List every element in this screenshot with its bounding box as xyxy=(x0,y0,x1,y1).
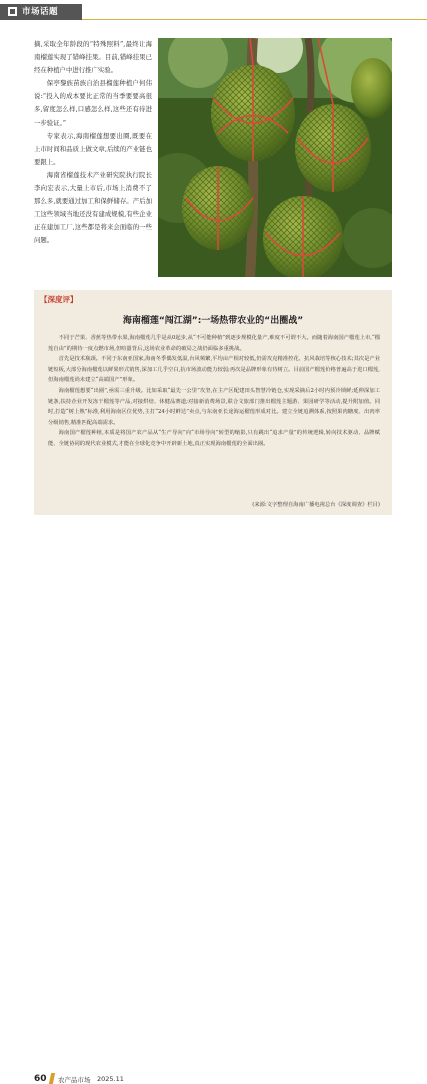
page-footer xyxy=(0,536,427,1084)
article-paragraph: 专家表示,海南榴莲想要出圈,既要在上市时间和品质上做文章,后续的产业链也要跟上。 xyxy=(34,131,152,166)
commentary-paragraph: 海南国产榴莲种植,本质是将国产农产品从“生产导向”向“市场导向”转型的缩影,只有跳出“追求产量”的传统逻辑,转向技术驱动、品牌赋能、全链协同的现代农业模式,才能在全球化竞争中开辟新土地,真正实现海南榴莲的全面出圈。 xyxy=(48,430,380,447)
page-header xyxy=(0,0,427,24)
section-title: 市场话题 xyxy=(22,7,59,17)
commentary-paragraph: 不同于芒果、香蕉等热带水果,海南榴莲几乎是从0起步,从“不可能种植”到逐步规模化量产,难度不可谓不大。而随着海南国产榴莲上市,“榴莲自由”的期待一度点燃市场,但喧嚣背后,这场农业革命的破局之战仍面临多重挑战。 xyxy=(48,335,380,352)
magazine-name: 农产品市场 xyxy=(58,1076,91,1084)
article-paragraph: 海南省榴莲技术产业研究院执行院长李向宏表示,大量上市后,市场上消费不了那么多,就要通过加工和保鲜储存。产后加工这些领域当地还没有建成规模,有些企业正在建加工厂,这些都是将来会面临的一些问题。 xyxy=(34,170,152,245)
article-paragraph: 保亭黎族苗族自治县榴莲种植户何伟说:“投入的成本要比正常的当季要要高很多,留度怎么样,口感怎么样,这些还有待进一步验证。” xyxy=(34,79,152,127)
commentary-paragraph: 海南榴莲想要“出圈”,亟需三重升级。比如采取“最先一公里”攻坚,在主产区配建田头智慧冷链仓,实现采摘后2小时内预冷锁鲜;延伸深加工链条,扶持企业开发冻干榴莲等产品,对接烘焙、休健品赛道;对接新消费场景,联合文旅部门推出榴莲主题游、果园研学等活动,提升附加值。同时,打造“树上熟”标准,利用海南区位优势,主打“24小时鲜达”卖点,与东南亚长途海运榴莲形成对比。建立全链追溯体系,按照果肉糖度、出肉率分级销售,精准匹配高端需求。 xyxy=(48,387,380,426)
commentary-body xyxy=(48,333,380,450)
commentary-source: (来源:文字整理自海南广播电视总台《深度调查》栏目) xyxy=(252,502,380,508)
article-paragraph: 摘,采取全年龄段的“特殊照料”,最终让海南榴莲实现了错峰挂果。目前,错峰挂果已经在种植户中进行推广实验。 xyxy=(34,40,152,75)
durian-photo xyxy=(158,38,392,277)
section-square-icon xyxy=(8,7,17,16)
issue-date: 2025.11 xyxy=(97,1075,124,1083)
header-rule xyxy=(82,19,427,20)
commentary-paragraph: 首先是技术瓶颈。不同于东南亚国家,海南冬季偶发低温,台风频繁,平均亩产相对较低,仍需攻克精准控花、抗风栽培等核心技术;其次是产业链短板,大部分海南榴莲以鲜果形式销售,深加工几乎空白,抗市场波动能力较弱;再次是品牌形象有待树立。目前国产榴莲价格普遍高于进口榴莲,但海南榴莲尚未建立“高端国产”形象。 xyxy=(48,356,380,384)
page-number: 60 xyxy=(34,1074,47,1084)
footer-slash-icon xyxy=(49,1073,55,1084)
article-column xyxy=(34,38,152,248)
commentary-label: 【深度评】 xyxy=(40,295,78,304)
commentary-title: 海南榴莲“闯江湖”:一场热带农业的“出圈战” xyxy=(122,316,304,326)
